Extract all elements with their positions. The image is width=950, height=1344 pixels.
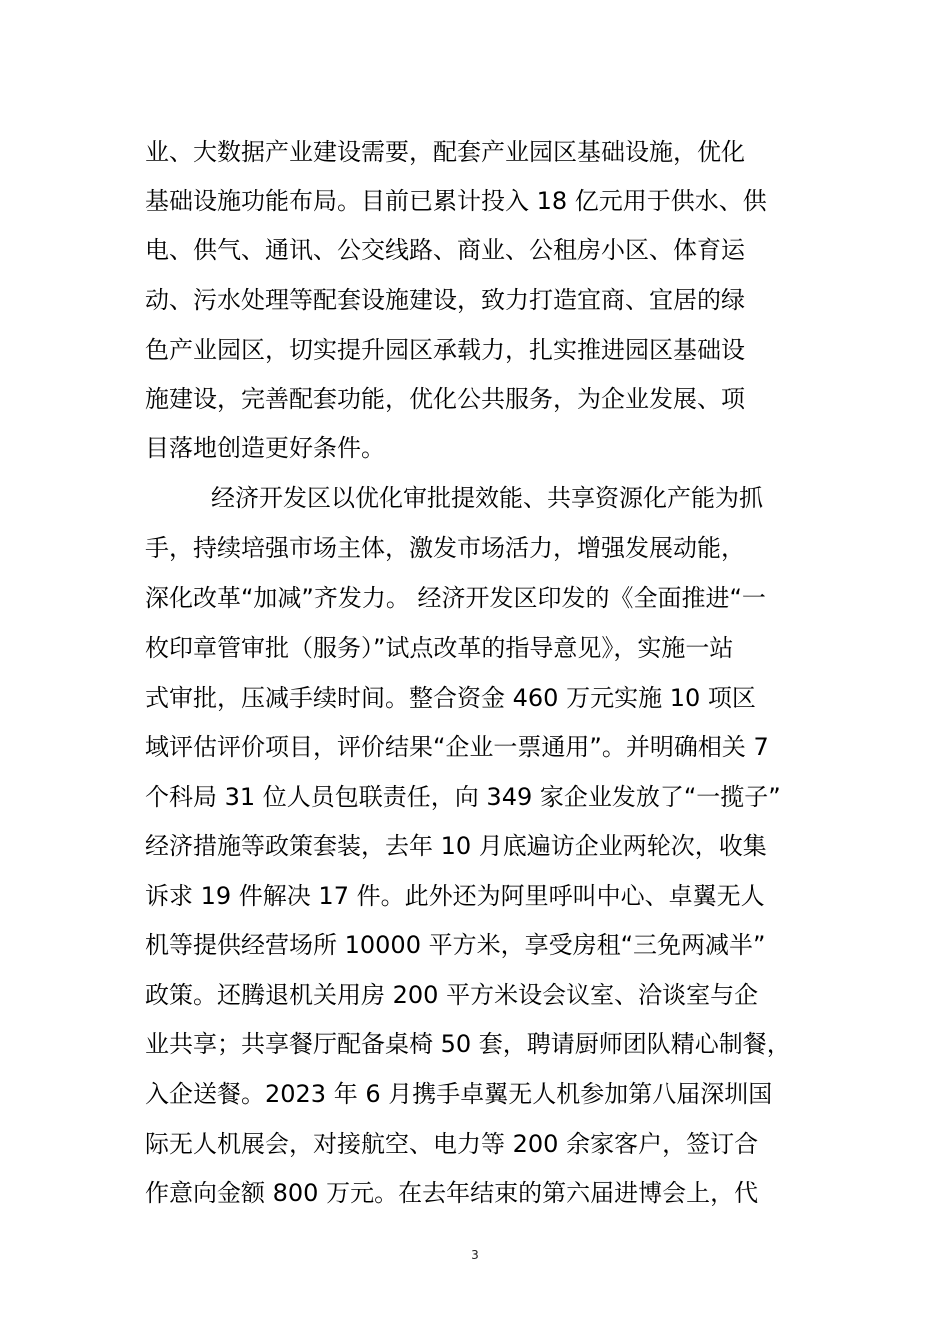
paragraph-1-line-7: 目落地创造更好条件。 [145,434,385,462]
paragraph-2-line-12: 业共享；共享餐厅配备桌椅 50 套，聘请厨师团队精心制餐， [145,1030,791,1058]
paragraph-2-line-9: 诉求 19 件解决 17 件。此外还为阿里呼叫中心、卓翼无人 [145,882,765,910]
paragraph-2-line-5: 式审批，压减手续时间。整合资金 460 万元实施 10 项区 [145,684,756,712]
paragraph-2-line-4: 枚印章管审批（服务）”试点改革的指导意见》，实施一站 [145,634,734,662]
paragraph-2-line-8: 经济措施等政策套装，去年 10 月底遍访企业两轮次，收集 [145,832,767,860]
paragraph-2-line-2: 手，持续培强市场主体，激发市场活力，增强发展动能， [145,534,745,562]
paragraph-2-line-1: 经济开发区以优化审批提效能、共享资源化产能为抓 [211,484,763,512]
paragraph-1-line-4: 动、污水处理等配套设施建设，致力打造宜商、宜居的绿 [145,286,745,314]
paragraph-1-line-1: 业、大数据产业建设需要，配套产业园区基础设施，优化 [145,138,745,166]
paragraph-2-line-13: 入企送餐。2023 年 6 月携手卓翼无人机参加第八届深圳国 [145,1080,773,1108]
paragraph-2-line-11: 政策。还腾退机关用房 200 平方米设会议室、洽谈室与企 [145,981,759,1009]
page-number: 3 [471,1248,479,1262]
paragraph-2-line-7: 个科局 31 位人员包联责任，向 349 家企业发放了“一揽子” [145,783,781,811]
paragraph-2-line-10: 机等提供经营场所 10000 平方米，享受房租“三免两减半” [145,931,766,959]
paragraph-1-line-5: 色产业园区，切实提升园区承载力，扎实推进园区基础设 [145,336,745,364]
paragraph-1-line-6: 施建设，完善配套功能，优化公共服务，为企业发展、项 [145,385,745,413]
paragraph-2-line-6: 域评估评价项目，评价结果“企业一票通用”。并明确相关 7 [145,733,769,761]
paragraph-2-line-3: 深化改革“加减”齐发力。 经济开发区印发的《全面推进“一 [145,584,766,612]
paragraph-2-line-14: 际无人机展会，对接航空、电力等 200 余家客户，签订合 [145,1130,759,1158]
paragraph-1-line-3: 电、供气、通讯、公交线路、商业、公租房小区、体育运 [145,236,745,264]
paragraph-2-line-15: 作意向金额 800 万元。在去年结束的第六届进博会上，代 [145,1179,759,1207]
paragraph-1-line-2: 基础设施功能布局。目前已累计投入 18 亿元用于供水、供 [145,187,767,215]
